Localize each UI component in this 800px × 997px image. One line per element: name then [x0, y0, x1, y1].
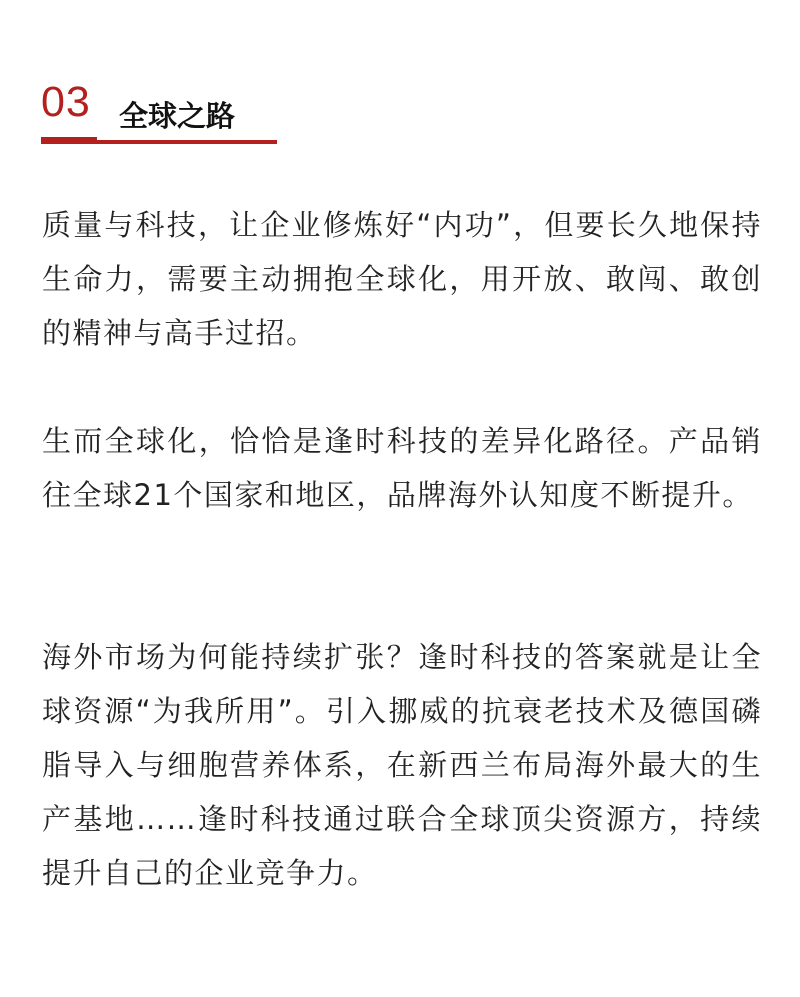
- paragraph-globalization: 生而全球化，恰恰是逢时科技的差异化路径。产品销往全球21个国家和地区，品牌海外认知度不断提升。: [42, 424, 762, 512]
- paragraph-quality-tech: 质量与科技，让企业修炼好“内功”，但要长久地保持生命力，需要主动拥抱全球化，用开放、敢闯、敢创的精神与高手过招。: [42, 208, 762, 350]
- section-divider-accent: [41, 137, 97, 144]
- section-header: [41, 78, 277, 148]
- section-number: 03: [41, 78, 91, 126]
- section-title: 全球之路: [119, 99, 236, 133]
- paragraph-overseas-market: 海外市场为何能持续扩张？逢时科技的答案就是让全球资源“为我所用”。引入挪威的抗衰老技术及德国磷脂导入与细胞营养体系，在新西兰布局海外最大的生产基地……逢时科技通过联合全球顶尖资源方，持续提升自己的企业竞争力。: [42, 640, 762, 890]
